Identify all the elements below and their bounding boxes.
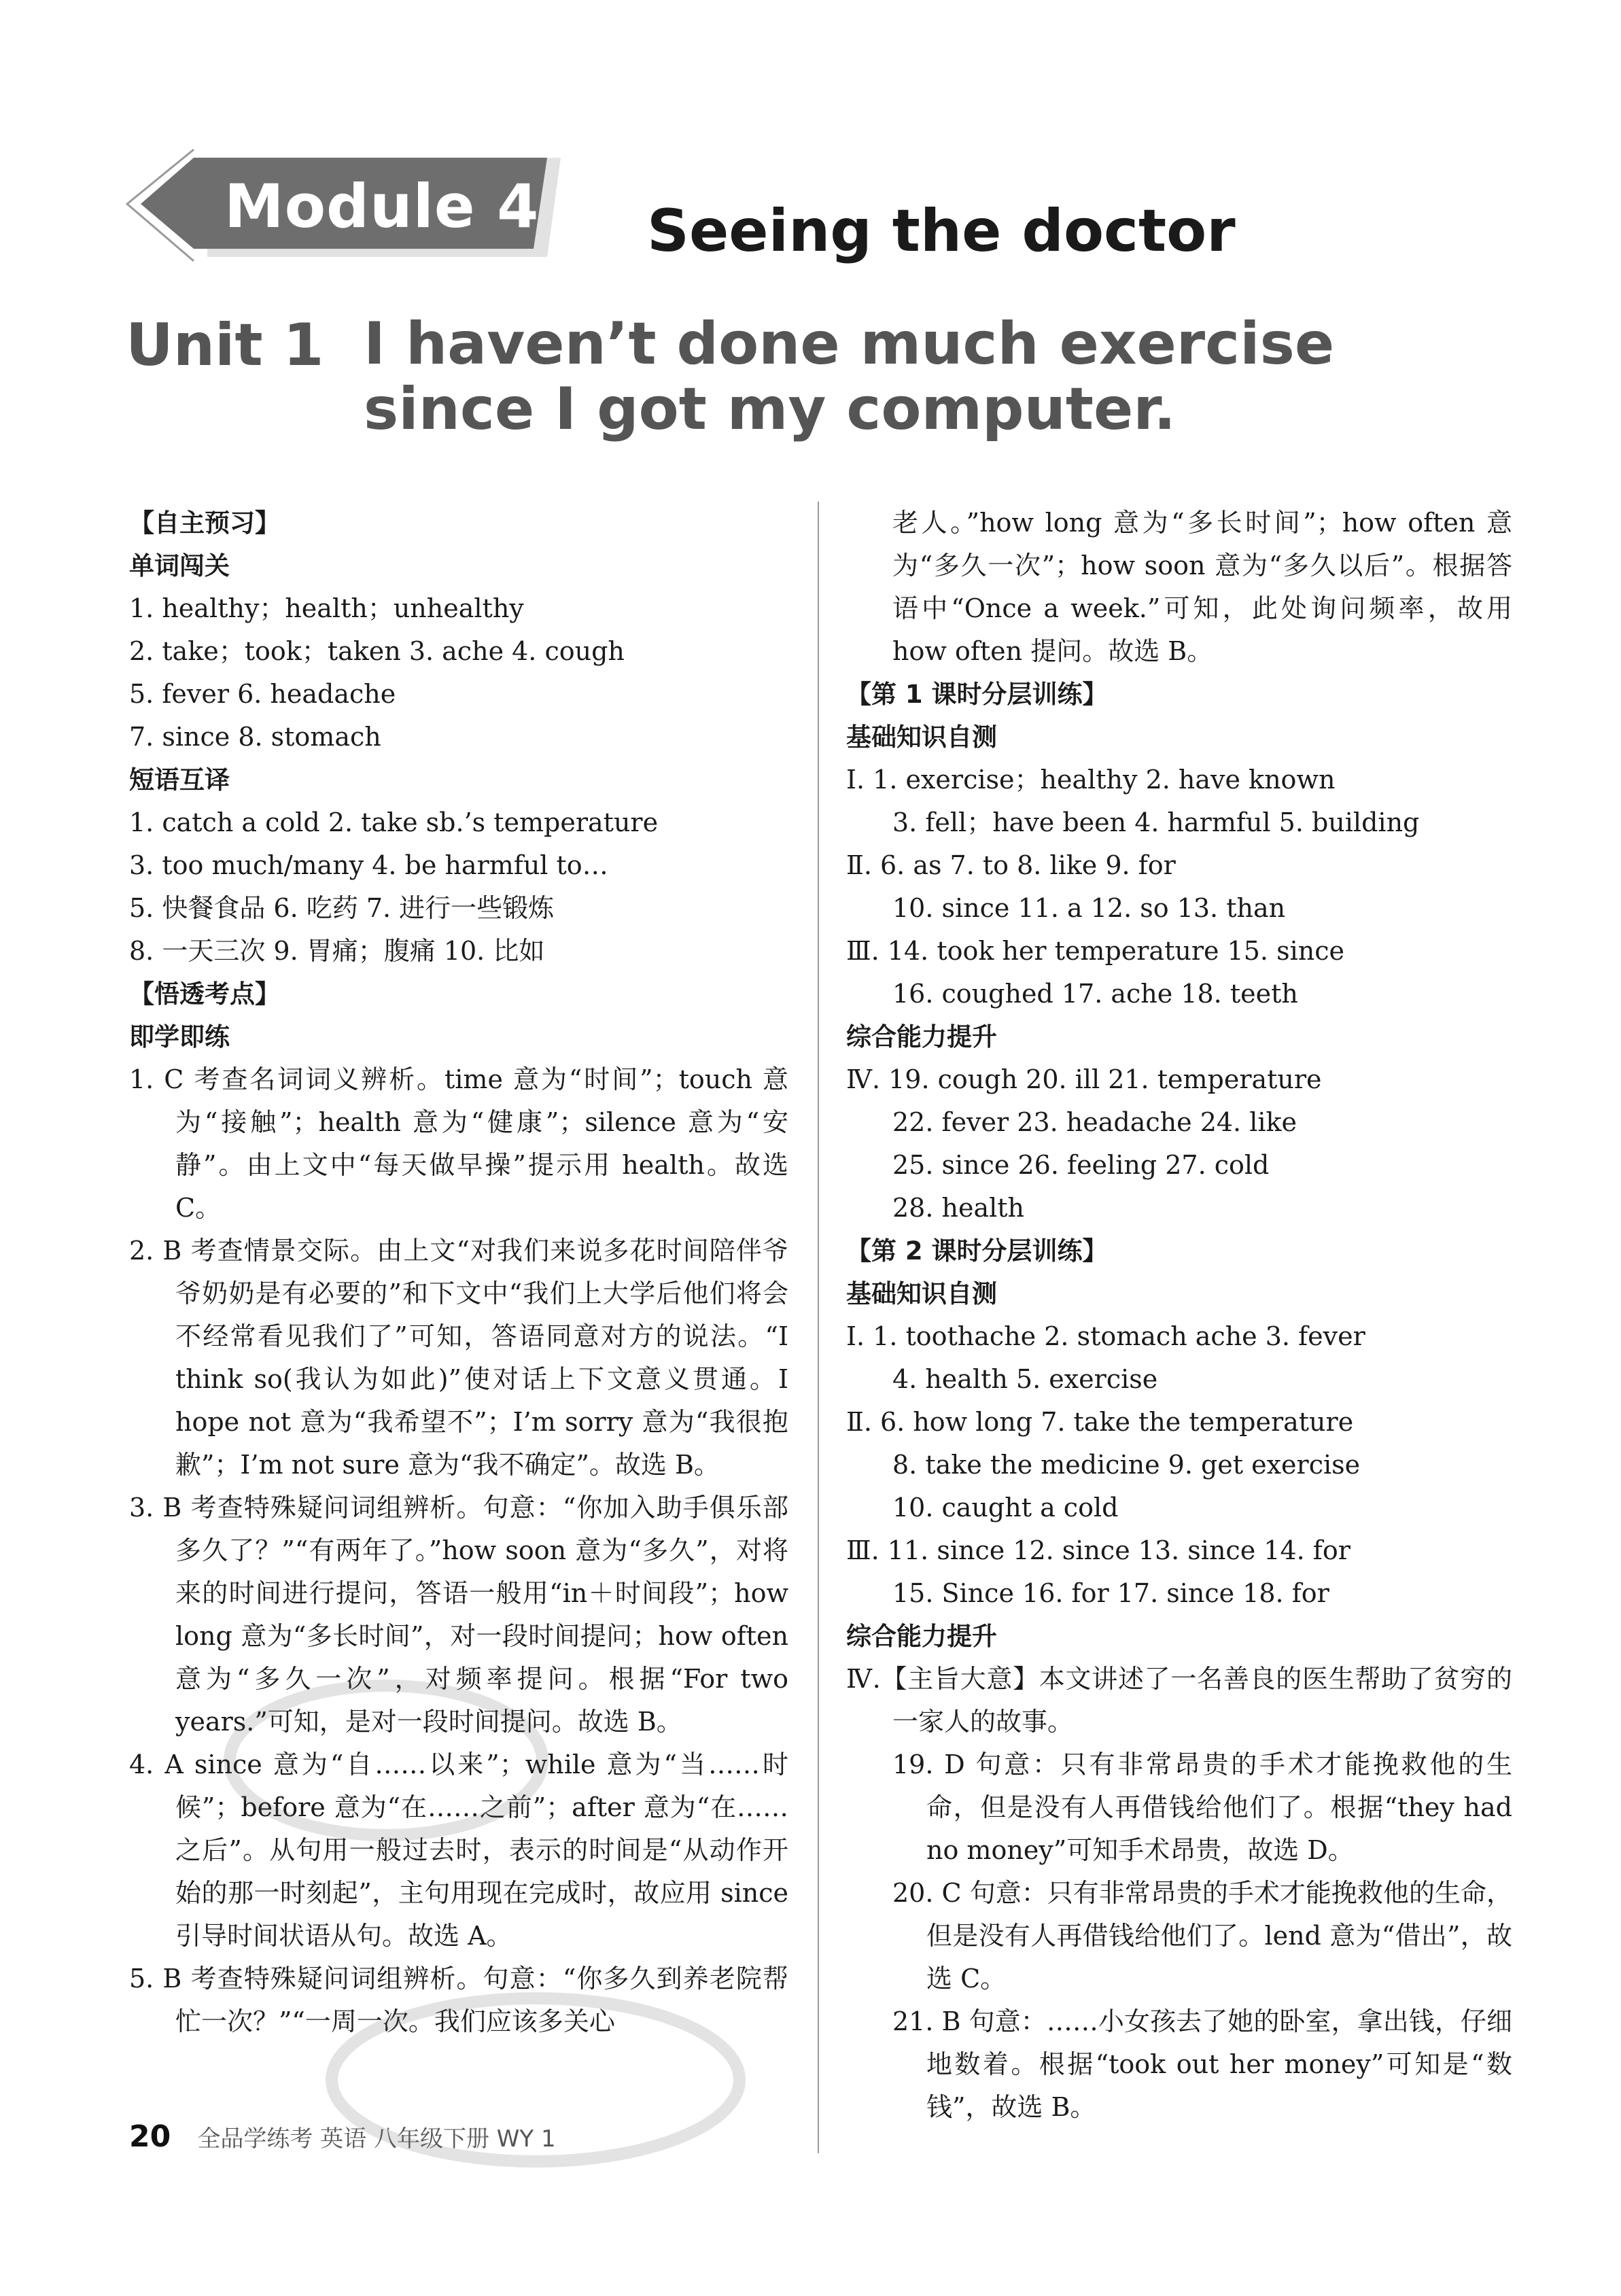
page-number: 20 bbox=[129, 2119, 171, 2154]
phrase-line: 1. catch a cold 2. take sb.’s temperature bbox=[129, 807, 659, 837]
answer-line: 25. since 26. feeling 27. cold bbox=[892, 1150, 1270, 1180]
answer-item: 21. B 句意：……小女孩去了她的卧室，拿出钱，仔细地数着。根据“took out her money”可知是“数钱”，故选 B。 bbox=[892, 2006, 1512, 2122]
answer-line: 10. caught a cold bbox=[892, 1493, 1119, 1523]
answer-item: 20. C 句意：只有非常昂贵的手术才能挽救他的生命，但是没有人再借钱给他们了。lend 意为“借出”，故选 C。 bbox=[892, 1878, 1512, 1994]
subsection-basic-1: 基础知识自测 bbox=[846, 723, 997, 752]
subsection-basic-2: 基础知识自测 bbox=[846, 1279, 997, 1308]
column-divider bbox=[818, 502, 819, 2153]
unit-number: Unit 1 bbox=[126, 311, 324, 379]
vocab-line: 2. take；took；taken 3. ache 4. cough bbox=[129, 636, 625, 666]
answer-item: 3. B 考查特殊疑问词组辨析。句意：“你加入助手俱乐部多久了？”“有两年了。”how soon 意为“多久”，对将来的时间进行提问，答语一般用“in＋时间段”；how long 意为“多长时间”，对一段时间提问；how often 意为“多久一次”，对频率提问。根据“For two years.”可知，是对一段时间提问。故选 B。 bbox=[129, 1493, 788, 1737]
right-column bbox=[846, 502, 1512, 2129]
section-title-keypoints: 【悟透考点】 bbox=[129, 979, 280, 1009]
answer-line: 8. take the medicine 9. get exercise bbox=[892, 1450, 1361, 1480]
vocab-line: 5. fever 6. headache bbox=[129, 679, 396, 709]
answer-line: Ⅱ. 6. how long 7. take the temperature bbox=[846, 1407, 1354, 1437]
section-title-lesson2: 【第 2 课时分层训练】 bbox=[846, 1236, 1108, 1266]
vocab-line: 1. healthy；health；unhealthy bbox=[129, 593, 524, 623]
subsection-phrases: 短语互译 bbox=[129, 765, 230, 795]
module-title: Seeing the doctor bbox=[647, 197, 1236, 265]
answer-line: Ⅰ. 1. toothache 2. stomach ache 3. fever bbox=[846, 1321, 1365, 1351]
page-footer bbox=[129, 2119, 556, 2154]
module-label: Module 4 bbox=[224, 171, 540, 241]
answer-item: 1. C 考查名词词义辨析。time 意为“时间”；touch 意为“接触”；health 意为“健康”；silence 意为“安静”。由上文中“每天做早操”提示用 health。故选 C。 bbox=[129, 1064, 788, 1223]
answer-item: 5. B 考查特殊疑问词组辨析。句意：“你多久到养老院帮忙一次？”“一周一次。我们应该多关心 bbox=[129, 1964, 788, 2036]
subsection-practice: 即学即练 bbox=[129, 1022, 230, 1051]
book-info: 全品学练考 英语 八年级下册 WY 1 bbox=[197, 2125, 556, 2153]
answer-line: 16. coughed 17. ache 18. teeth bbox=[892, 979, 1298, 1009]
answer-item: 2. B 考查情景交际。由上文“对我们来说多花时间陪伴爷爷奶奶是有必要的”和下文中“我们上大学后他们将会不经常看见我们了”可知，答语同意对方的说法。“I think so(我认为如此)”使对话上下文意义贯通。I hope not 意为“我希望不”；I’m sorry 意为“我很抱歉”；I’m not sure 意为“我不确定”。故选 B。 bbox=[129, 1236, 788, 1480]
vocab-line: 7. since 8. stomach bbox=[129, 722, 381, 752]
section-title-lesson1: 【第 1 课时分层训练】 bbox=[846, 680, 1108, 709]
answer-line: Ⅳ. 19. cough 20. ill 21. temperature bbox=[846, 1064, 1322, 1094]
answer-line: 22. fever 23. headache 24. like bbox=[892, 1107, 1297, 1137]
answer-item: 4. A since 意为“自……以来”；while 意为“当……时候”；before 意为“在……之前”；after 意为“在……之后”。从句用一般过去时，表示的时间是“从动作开始的那一时刻起”，主句用现在完成时，故应用 since 引导时间状语从句。故选 A。 bbox=[129, 1750, 788, 1951]
subsection-vocab: 单词闯关 bbox=[129, 551, 230, 580]
phrase-line: 3. too much/many 4. be harmful to… bbox=[129, 850, 608, 880]
module-badge bbox=[126, 148, 561, 268]
main-idea: Ⅳ.【主旨大意】本文讲述了一名善良的医生帮助了贫穷的一家人的故事。 bbox=[846, 1664, 1512, 1737]
phrase-line: 8. 一天三次 9. 胃痛；腹痛 10. 比如 bbox=[129, 936, 545, 966]
unit-title: I haven’t done much exercise since I got my computer. bbox=[364, 310, 1335, 443]
answer-line: Ⅲ. 11. since 12. since 13. since 14. for bbox=[846, 1535, 1350, 1565]
watermark-stamp bbox=[182, 1658, 794, 2175]
phrase-line: 5. 快餐食品 6. 吃药 7. 进行一些锻炼 bbox=[129, 893, 555, 923]
answer-line: Ⅰ. 1. exercise；healthy 2. have known bbox=[846, 765, 1336, 795]
section-title-preview: 【自主预习】 bbox=[129, 508, 280, 538]
answer-line: 3. fell；have been 4. harmful 5. building bbox=[892, 807, 1420, 837]
subsection-advanced-1: 综合能力提升 bbox=[846, 1022, 997, 1051]
answer-line: Ⅱ. 6. as 7. to 8. like 9. for bbox=[846, 850, 1176, 880]
answer-line: 4. health 5. exercise bbox=[892, 1364, 1158, 1394]
subsection-advanced-2: 综合能力提升 bbox=[846, 1622, 997, 1651]
continued-text: 老人。”how long 意为“多长时间”；how often 意为“多久一次”；how soon 意为“多久以后”。根据答语中“Once a week.”可知，此处询问频率，故用 how often 提问。故选 B。 bbox=[892, 508, 1512, 666]
answer-line: Ⅲ. 14. took her temperature 15. since bbox=[846, 936, 1344, 966]
answer-line: 10. since 11. a 12. so 13. than bbox=[892, 893, 1286, 923]
answer-line: 28. health bbox=[892, 1193, 1025, 1223]
answer-line: 15. Since 16. for 17. since 18. for bbox=[892, 1578, 1329, 1608]
answer-item: 19. D 句意：只有非常昂贵的手术才能挽救他的生命，但是没有人再借钱给他们了。根据“they had no money”可知手术昂贵，故选 D。 bbox=[892, 1750, 1512, 1865]
